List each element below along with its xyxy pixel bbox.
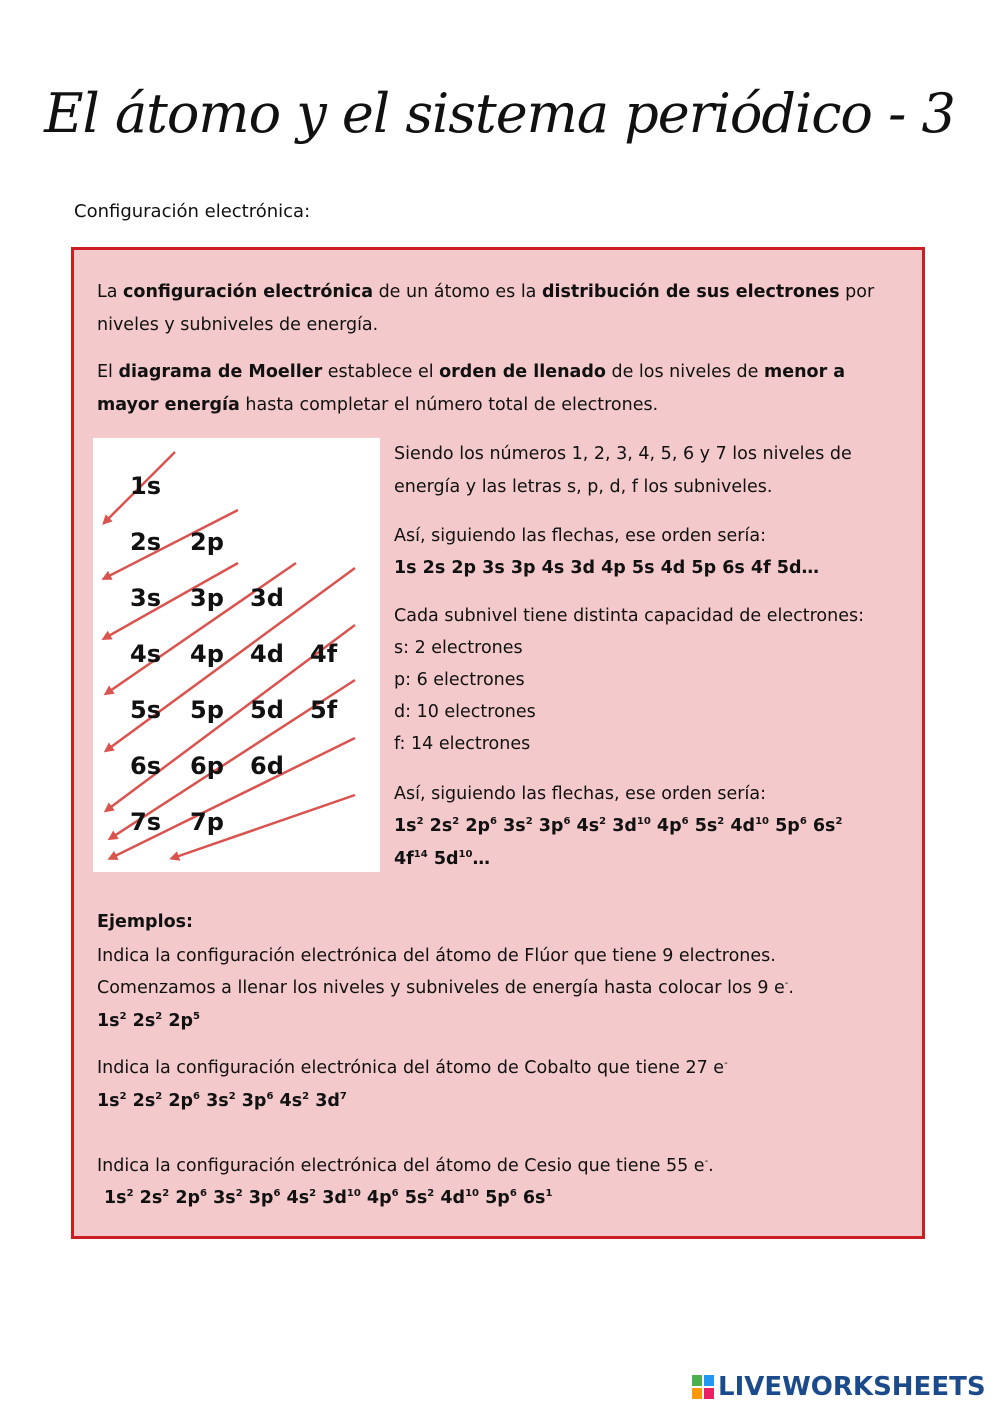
example-1-explanation: Comenzamos a llenar los niveles y subniveles de energía hasta colocar los 9 e-. [97,978,794,998]
orbital-term: 1s [104,1188,127,1208]
orbital-term: 5s [694,816,718,836]
orbital-term: 4p [656,816,682,836]
order-sequence: 1s 2s 2p 3s 3p 4s 3d 4p 5s 4d 5p 6s 4f 5d… [394,558,819,578]
orbital-term: 4s [279,1091,303,1111]
orbital-label: 4s [130,640,161,668]
orbital-label: 2p [190,528,224,556]
electron-count: 10 [458,848,473,860]
orbital-term: 3s [503,816,526,836]
orbital-term: 5p [485,1188,510,1208]
capacity-item: d: 10 electrones [394,702,536,722]
orbital-label: 4p [190,640,224,668]
orbital-label: 3s [130,584,161,612]
orbital-term: 2p [168,1091,194,1111]
electron-count: 2 [416,816,424,828]
orbital-label: 6d [250,752,284,780]
orbital-term: 5s [404,1188,428,1208]
orbital-term: 3d [315,1091,340,1111]
electron-count: 14 [413,848,428,860]
orbital-term: 2s [132,1011,156,1031]
electron-count: 6 [509,1188,517,1200]
intro-paragraph-1: La configuración electrónica de un átomo es la distribución de sus electrones por niveles y subniveles de energía. [97,282,875,335]
orbital-term: 4s [576,816,600,836]
electron-count: 2 [452,816,460,828]
orbital-label: 1s [130,472,161,500]
page-title: El átomo y el sistema periódico - 3 [44,82,955,145]
capacity-item: p: 6 electrones [394,670,525,690]
orbital-label: 6p [190,752,224,780]
electron-count: 6 [200,1188,207,1200]
orbital-term: 2p [175,1188,201,1208]
orbital-label: 3p [190,584,224,612]
orbital-term: 2p [168,1011,194,1031]
orbital-term: 3p [241,1091,267,1111]
electron-count: 2 [119,1011,127,1023]
orbital-term: 4d [440,1188,466,1208]
orbital-term: 1s [394,816,417,836]
order2-configuration: $1s^2$ $2s^2$ $2p^6$ $3s^2$ $3p^6$ $4s^2$ $3d^{10}$ $4p^6$ $5s^2$ $4d^{10}$ $5p^6$ $6s^2$ $4f^{14}$ $5d^{10}\dots$ [394,816,843,869]
orbital-term: 4d [730,816,756,836]
example-2-answer [97,1085,347,1118]
electron-count: 2 [302,1091,310,1103]
examples-heading: Ejemplos: [97,912,194,932]
orbital-term: 4s [286,1188,310,1208]
electron-count: 6 [563,816,571,828]
electron-count: 2 [155,1091,163,1103]
orbital-term: 5d [433,848,459,869]
orbital-term: 4f [394,848,414,869]
electron-count: 6 [799,816,807,828]
orbital-term: 6s [522,1188,546,1208]
orbital-term: 3d [322,1188,347,1208]
electron-count: 2 [126,1188,134,1200]
orbital-label: 5d [250,696,284,724]
electron-count: 2 [525,816,533,828]
liveworksheets-logo-icon [692,1375,714,1399]
orbital-label: 5p [190,696,224,724]
electron-count: 6 [193,1091,200,1103]
orbital-term: 5p [775,816,800,836]
example-3-question: Indica la configuración electrónica del átomo de Cesio que tiene 55 e-. [97,1156,714,1176]
example-1-answer [97,1005,200,1038]
orbital-term: 2s [429,816,453,836]
orbital-term: 3d [612,816,637,836]
example-2-question: Indica la configuración electrónica del átomo de Cobalto que tiene 27 e- [97,1058,728,1078]
electron-count: 10 [346,1188,361,1200]
intro-paragraph-2: El diagrama de Moeller establece el orden de llenado de los niveles de menor a mayor energía hasta completar el número total de electrones. [97,362,846,415]
liveworksheets-logo: LIVEWORKSHEETS [692,1372,986,1402]
orbital-label: 3d [250,584,284,612]
orbital-label: 4d [250,640,284,668]
orbital-label: 4f [310,640,338,668]
electron-count: 1 [545,1188,553,1200]
orbital-term: 6s [812,816,836,836]
electron-count: 2 [309,1188,317,1200]
electron-count: 2 [228,1091,236,1103]
capacity-intro: Cada subnivel tiene distinta capacidad de electrones: [394,606,864,626]
orbital-term: 1s [97,1091,120,1111]
orbital-term: 2s [139,1188,163,1208]
capacity-item: f: 14 electrones [394,734,531,754]
electron-count: 2 [599,816,607,828]
electron-count: 6 [266,1091,274,1103]
electron-count: 10 [636,816,651,828]
electron-count: 10 [755,816,769,828]
moeller-diagram [93,438,380,872]
orbital-term: 2p [465,816,491,836]
electron-count: 6 [391,1188,399,1200]
orbital-label: 5f [310,696,338,724]
electron-count: 10 [465,1188,479,1200]
electron-count: 6 [273,1188,281,1200]
order2-intro: Así, siguiendo las flechas, ese orden sería: [394,784,766,804]
info-box [71,247,925,1239]
electron-count: 6 [681,816,689,828]
orbital-label: 6s [130,752,161,780]
orbital-term: 3s [213,1188,236,1208]
orbital-label: 5s [130,696,161,724]
electron-count: 2 [119,1091,127,1103]
electron-count: 7 [339,1091,347,1103]
capacity-item: s: 2 electrones [394,638,523,658]
example-1-question: Indica la configuración electrónica del átomo de Flúor que tiene 9 electrones. [97,946,776,966]
electron-count: 2 [155,1011,163,1023]
orbital-term: 3p [248,1188,274,1208]
section-subtitle: Configuración electrónica: [74,201,311,222]
order-intro: Así, siguiendo las flechas, ese orden sería: [394,526,766,546]
electron-count: 2 [162,1188,170,1200]
orbital-term: 3s [206,1091,229,1111]
orbital-label: 2s [130,528,161,556]
electron-count: 2 [835,816,843,828]
electron-count: 2 [427,1188,435,1200]
orbital-term: 3p [538,816,564,836]
levels-text: Siendo los números 1, 2, 3, 4, 5, 6 y 7 los niveles de energía y las letras s, p, d, f los subniveles. [394,444,852,497]
electron-count: 2 [717,816,725,828]
orbital-term: 2s [132,1091,156,1111]
orbital-label: 7p [190,808,224,836]
electron-count: 5 [193,1011,200,1023]
orbital-term: 1s [97,1011,120,1031]
electron-count: 6 [490,816,497,828]
electron-count: 2 [235,1188,243,1200]
example-3-answer [104,1182,552,1215]
orbital-label: 7s [130,808,161,836]
orbital-term: 4p [366,1188,392,1208]
